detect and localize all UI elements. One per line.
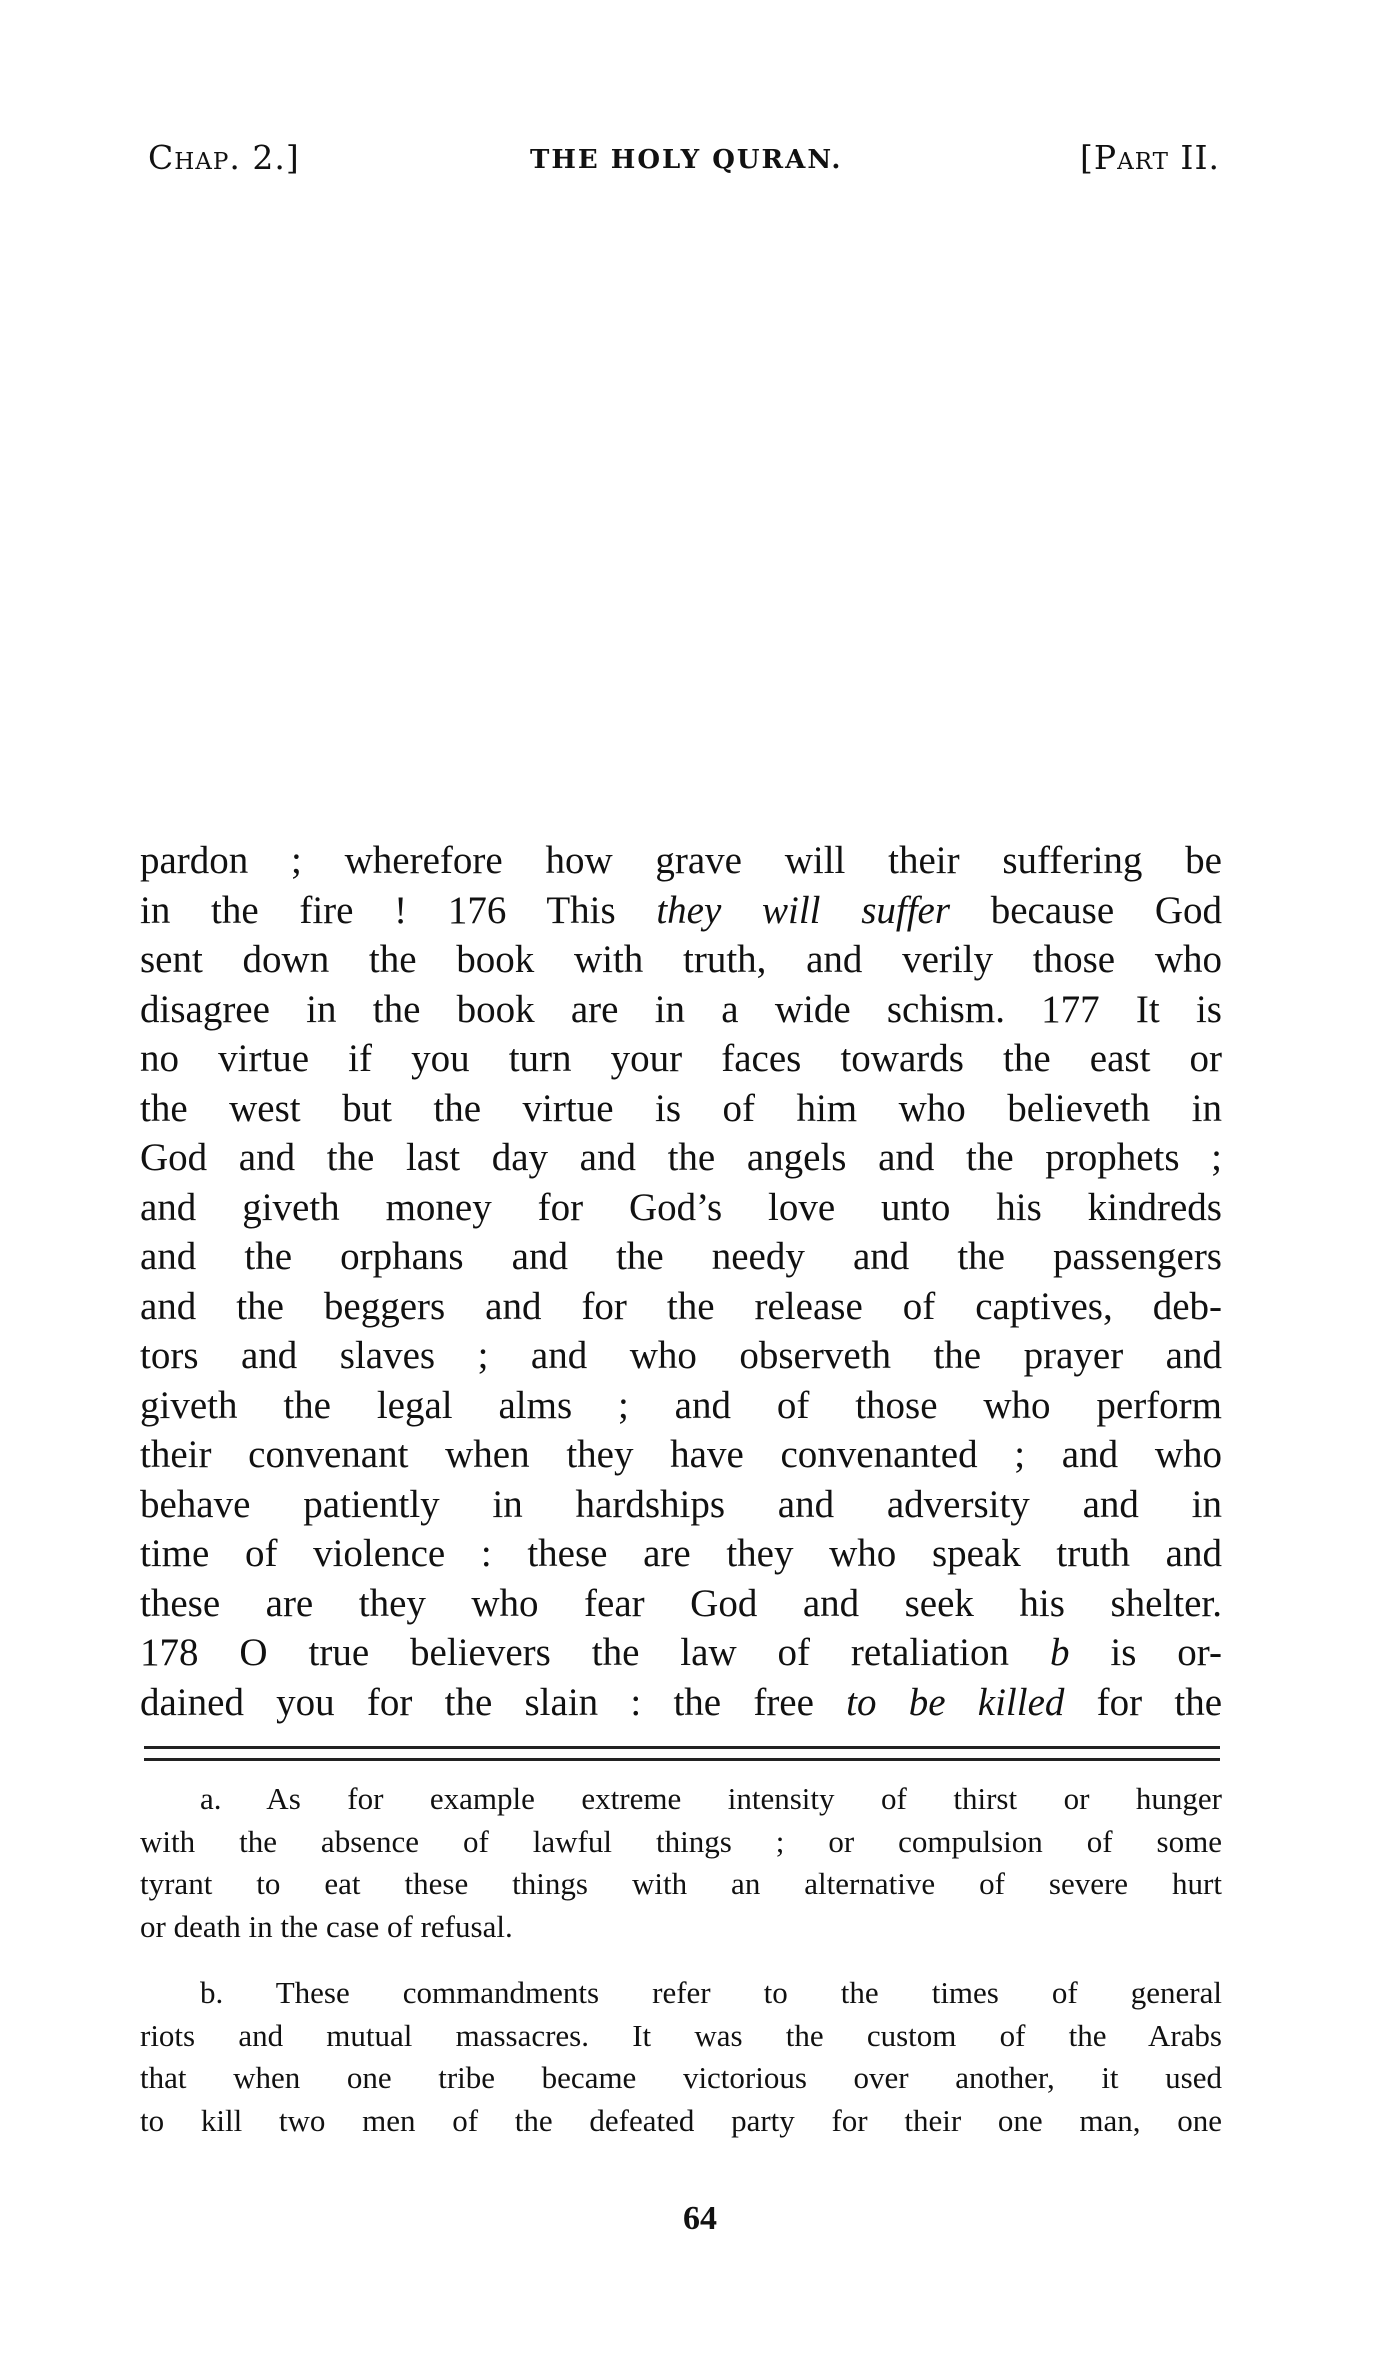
footnote-a xyxy=(140,1778,1222,1948)
body-line xyxy=(140,1331,1222,1381)
text-run: their convenant when they have convenanted ; and who xyxy=(140,1433,1222,1476)
text-run: God and the last day and the angels and the prophets ; xyxy=(140,1136,1222,1179)
text-run: these are they who fear God and seek his shelter. xyxy=(140,1581,1222,1625)
body-line xyxy=(140,1529,1222,1579)
body-line xyxy=(140,1133,1222,1183)
body-line xyxy=(140,1183,1222,1233)
body-line xyxy=(140,1430,1222,1480)
body-line xyxy=(140,985,1222,1035)
running-head-part: [Part II. xyxy=(1080,138,1220,177)
text-run: for the xyxy=(1064,1680,1223,1724)
text-run: disagree in the book are in a wide schism. 177 It is xyxy=(140,987,1222,1031)
footnote-line: to kill two men of the defeated party for their one man, one xyxy=(140,2102,1222,2138)
footnote-line: or death in the case of refusal. xyxy=(140,1908,513,1944)
body-line xyxy=(140,1480,1222,1530)
italic-text: to be killed xyxy=(846,1680,1065,1724)
body-line xyxy=(140,1084,1222,1134)
body-line xyxy=(140,1628,1222,1678)
body-line xyxy=(140,1034,1222,1084)
footnote-line: with the absence of lawful things ; or compulsion of some xyxy=(140,1823,1222,1859)
running-head-chapter: Chap. 2.] xyxy=(148,138,300,177)
text-run: and the orphans and the needy and the passengers xyxy=(140,1235,1222,1278)
body-text xyxy=(140,836,1222,1727)
body-line xyxy=(140,886,1222,936)
body-line xyxy=(140,935,1222,985)
footnote-line: tyrant to eat these things with an alternative of severe hurt xyxy=(140,1866,1222,1901)
italic-text: b xyxy=(1049,1631,1070,1674)
text-run: tors and slaves ; and who observeth the prayer and xyxy=(140,1334,1222,1377)
body-line xyxy=(140,1678,1222,1728)
text-run: 178 O true believers the law of retaliation xyxy=(140,1631,1050,1674)
text-run: dained you for the slain : the free xyxy=(140,1680,847,1724)
text-run: time of violence : these are they who speak truth and xyxy=(140,1532,1222,1575)
body-line xyxy=(140,1282,1222,1332)
text-run: and giveth money for God’s love unto his kindreds xyxy=(140,1185,1222,1229)
body-line xyxy=(140,1579,1222,1629)
text-run: the west but the virtue is of him who believeth in xyxy=(140,1086,1222,1130)
text-run: behave patiently in hardships and adversity and in xyxy=(140,1482,1222,1526)
text-run: no virtue if you turn your faces towards the east or xyxy=(140,1037,1222,1080)
text-run: sent down the book with truth, and verily those who xyxy=(140,938,1222,981)
text-run: and the beggers and for the release of captives, deb- xyxy=(140,1284,1222,1328)
body-line xyxy=(140,1381,1222,1431)
running-head-title: THE HOLY QURAN. xyxy=(530,145,843,175)
footnote-line: b. These commandments refer to the times of general xyxy=(200,1975,1222,2010)
footnote-b xyxy=(140,1972,1222,2142)
body-line xyxy=(140,836,1222,886)
text-run: because God xyxy=(950,888,1222,932)
page-number: 64 xyxy=(683,2200,717,2237)
footnote-line: that when one tribe became victorious over another, it used xyxy=(140,2060,1222,2095)
footnote-line: a. As for example extreme intensity of thirst or hunger xyxy=(200,1781,1222,1816)
text-run: is or- xyxy=(1069,1631,1222,1674)
text-run: in the fire ! 176 This xyxy=(140,888,657,932)
footnote-line: riots and mutual massacres. It was the custom of the Arabs xyxy=(140,2017,1222,2053)
italic-text: they will suffer xyxy=(656,888,951,932)
body-line xyxy=(140,1232,1222,1282)
text-run: pardon ; wherefore how grave will their suffering be xyxy=(140,839,1222,882)
text-run: giveth the legal alms ; and of those who perform xyxy=(140,1383,1222,1427)
footnote-divider xyxy=(144,1746,1220,1761)
